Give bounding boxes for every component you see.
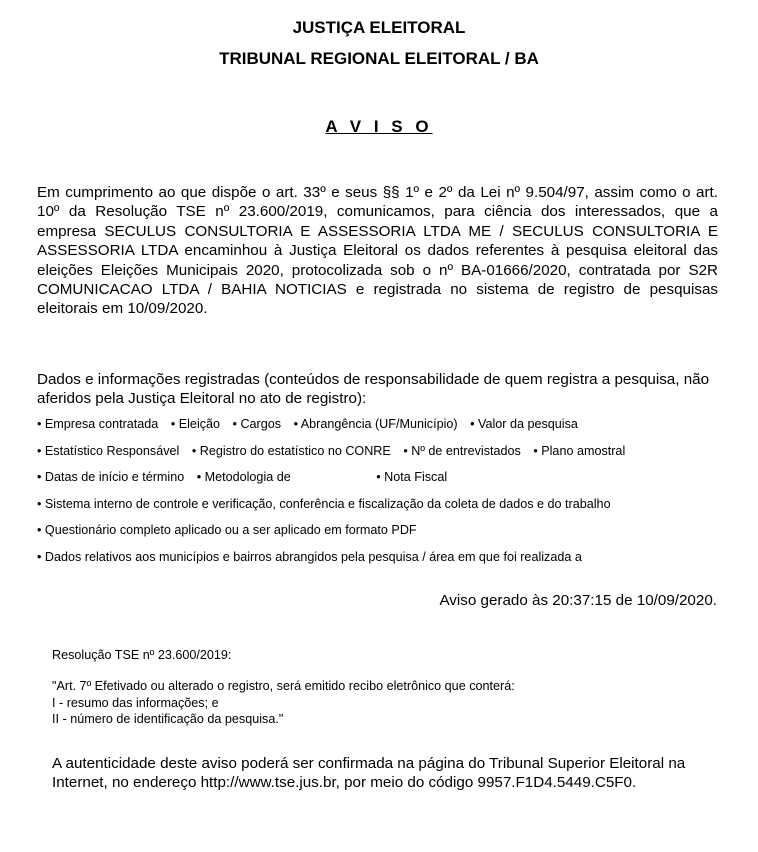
bullet-metodologia: • Metodologia de [196, 470, 291, 484]
page-title: A V I S O [325, 117, 433, 136]
bullet-entrevistados: • Nº de entrevistados [403, 444, 521, 458]
header-justica-eleitoral: JUSTIÇA ELEITORAL [292, 18, 466, 37]
bullet-registro-conre: • Registro do estatístico no CONRE [191, 444, 391, 458]
quote-line-2: I - resumo das informações; e [52, 695, 219, 710]
bullet-municipios: • Dados relativos aos municípios e bairros abrangidos pela pesquisa / área em que foi realizada a [37, 550, 582, 564]
bullet-empresa-contratada: • Empresa contratada [37, 417, 159, 431]
dados-intro: Dados e informações registradas (conteúdos de responsabilidade de quem registra a pesquisa, não aferidos pela Justiça Eleitoral no ato de registro): [37, 371, 710, 408]
notice-paragraph: Em cumprimento ao que dispõe o art. 33º e seus §§ 1º e 2º da Lei nº 9.504/97, assim como o art. 10º da Resolução TSE nº 23.600/2019, comunicamos, para ciência dos interessados, que a empresa SECULUS CONSULTORIA E ASSESSORIA LTDA ME / SECULUS CONSULTORIA E ASSESSORIA LTDA encaminhou à Justiça Eleitoral os dados referentes à pesquisa eleitoral das eleições Eleições Municipais 2020, protocolizada sob o nº BA-01666/2020, contratada por S2R COMUNICACAO LTDA / BAHIA NOTICIAS e registrada no sistema de registro de pesquisas eleitorais em 10/09/2020. [37, 184, 718, 318]
resolution-label: Resolução TSE nº 23.600/2019: [52, 648, 232, 662]
bullet-sistema-interno: • Sistema interno de controle e verificação, conferência e fiscalização da coleta de dados e do trabalho [37, 497, 611, 511]
quote-line-1: "Art. 7º Efetivado ou alterado o registro, será emitido recibo eletrônico que conterá: [52, 679, 515, 693]
generated-timestamp: Aviso gerado às 20:37:15 de 10/09/2020. [439, 592, 717, 609]
bullet-abrangencia: • Abrangência (UF/Município) [293, 417, 458, 431]
bullet-questionario: • Questionário completo aplicado ou a ser aplicado em formato PDF [37, 523, 417, 537]
bullet-datas: • Datas de início e término [37, 470, 185, 484]
bullet-row-2 [37, 444, 634, 458]
resolution-quote [52, 678, 515, 728]
bullet-row-3 [37, 470, 456, 484]
quote-line-3: II - número de identificação da pesquisa." [52, 712, 284, 726]
bullet-row-1 [37, 417, 587, 431]
bullet-eleicao: • Eleição [170, 417, 221, 431]
header-tribunal: TRIBUNAL REGIONAL ELEITORAL / BA [219, 49, 539, 68]
bullet-nota-fiscal: • Nota Fiscal [376, 470, 448, 484]
bullet-plano-amostral: • Plano amostral [533, 444, 626, 458]
bullet-estatistico: • Estatístico Responsável [37, 444, 180, 458]
authenticity-note: A autenticidade deste aviso poderá ser confirmada na página do Tribunal Superior Eleitoral na Internet, no endereço http://www.tse.jus.br, por meio do código 9957.F1D4.5449.C5F0. [52, 755, 686, 792]
bullet-cargos: • Cargos [232, 417, 282, 431]
bullet-valor-pesquisa: • Valor da pesquisa [470, 417, 578, 431]
